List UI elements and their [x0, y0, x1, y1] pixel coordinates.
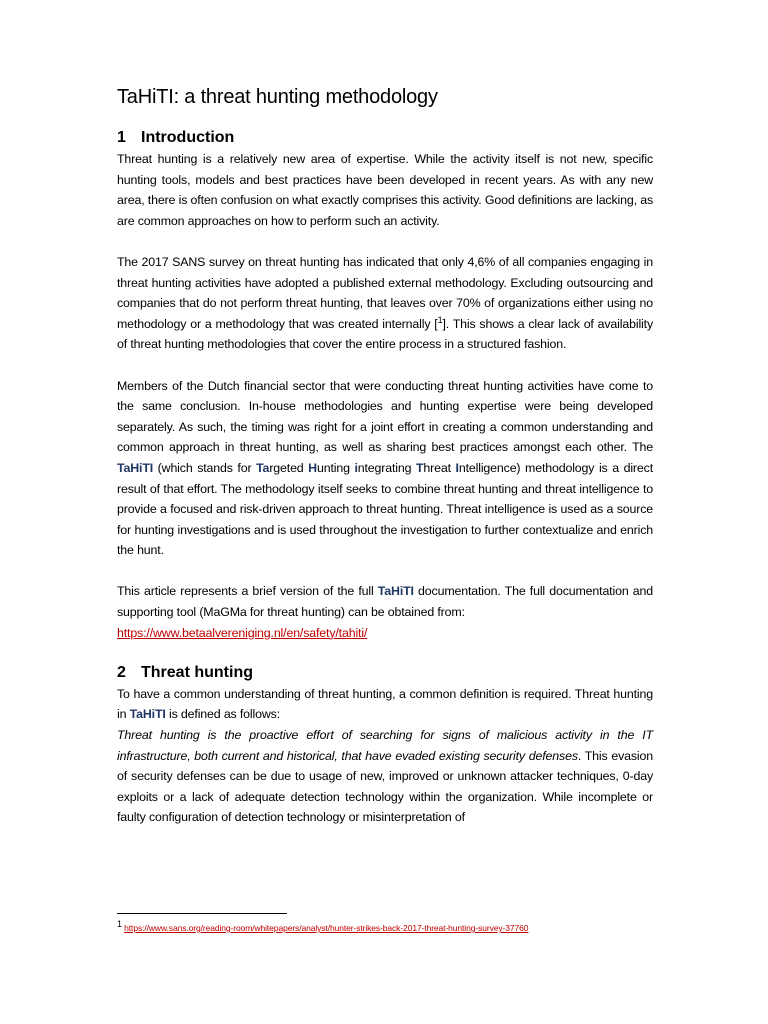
section-number: 1 — [117, 129, 126, 146]
section-title: Introduction — [141, 129, 235, 146]
definition-italic: Threat hunting is the proactive effort of searching for signs of malicious activity in the IT infrastructure, both current and historical, that have evaded existing security defenses — [117, 728, 653, 763]
paragraph-definition-intro: To have a common understanding of threat hunting, a common definition is required. Threat hunting in TaHiTI is defined as follows: — [117, 686, 653, 722]
footnote-reference[interactable]: 1 — [437, 314, 443, 325]
page-title: TaHiTI: a threat hunting methodology — [117, 86, 438, 108]
section-heading-threat-hunting — [117, 664, 653, 682]
paragraph-brief-version: This article represents a brief version of the full TaHiTI documentation. The full documentation and supporting tool (MaGMa for threat hunting) can be obtained from: https://www.betaalvereniging.nl/en/safety/tahiti/ — [117, 584, 653, 640]
footnote — [117, 919, 529, 933]
paragraph-sans-survey: The 2017 SANS survey on threat hunting has indicated that only 4,6% of all companies engaging in threat hunting activities have adopted a published external methodology. Excluding outsourcing and companies that do not perform threat hunting, that leaves over 70% of organizations either using no methodology or a methodology that was created internally [$^1$]. This shows a clear lack of availability of threat hunting methodologies that cover the entire process in a structured fashion. — [117, 254, 653, 352]
footnote-divider — [117, 913, 287, 914]
paragraph-definition: Threat hunting is the proactive effort of searching for signs of malicious activity in the IT infrastructure, both current and historical, that have evaded existing security defenses. This evasion of security defenses can be due to usage of new, improved or unknown attacker techniques, 0-day exploits or a lack of adequate detection technology within the organization. While incomplete or faulty configuration of detection technology or misinterpretation of — [117, 728, 653, 825]
footnote-marker: 1 — [117, 919, 122, 930]
footnote-link[interactable]: https://www.sans.org/reading-room/whitepapers/analyst/hunter-strikes-back-2017-threat-hunting-survey-37760 — [124, 923, 529, 933]
tahiti-name: TaHiTI — [129, 707, 166, 722]
section-number: 2 — [117, 663, 126, 681]
section-heading-introduction — [117, 129, 653, 147]
tahiti-name: TaHiTI — [377, 584, 414, 599]
section-title: Threat hunting — [141, 663, 253, 681]
paragraph-intro: Threat hunting is a relatively new area of expertise. While the activity itself is not new, specific hunting tools, models and best practices have been developed in recent years. As with any new area, there is often confusion on what exactly comprises this activity. Good definitions are lacking, as are common approaches on how to perform such an activity. — [117, 152, 653, 228]
document-body — [117, 86, 653, 849]
tahiti-documentation-link[interactable]: https://www.betaalvereniging.nl/en/safety/tahiti/ — [117, 625, 368, 640]
tahiti-name: TaHiTI — [117, 460, 154, 475]
paragraph-dutch-sector: Members of the Dutch financial sector that were conducting threat hunting activities have come to the same conclusion. In-house methodologies and hunting expertise were being developed separately. As such, the timing was right for a joint effort in creating a common understanding and common approach in threat hunting, as well as sharing best practices amongst each other. The TaHiTI (which stands for Targeted Hunting integrating Threat Intelligence) methodology is a direct result of that effort. The methodology itself seeks to combine threat hunting and threat intelligence to provide a focused and risk-driven approach to threat hunting. Threat intelligence is used as a source for hunting investigations and is used throughout the investigation to further contextualize and enrich the hunt. — [117, 378, 653, 558]
